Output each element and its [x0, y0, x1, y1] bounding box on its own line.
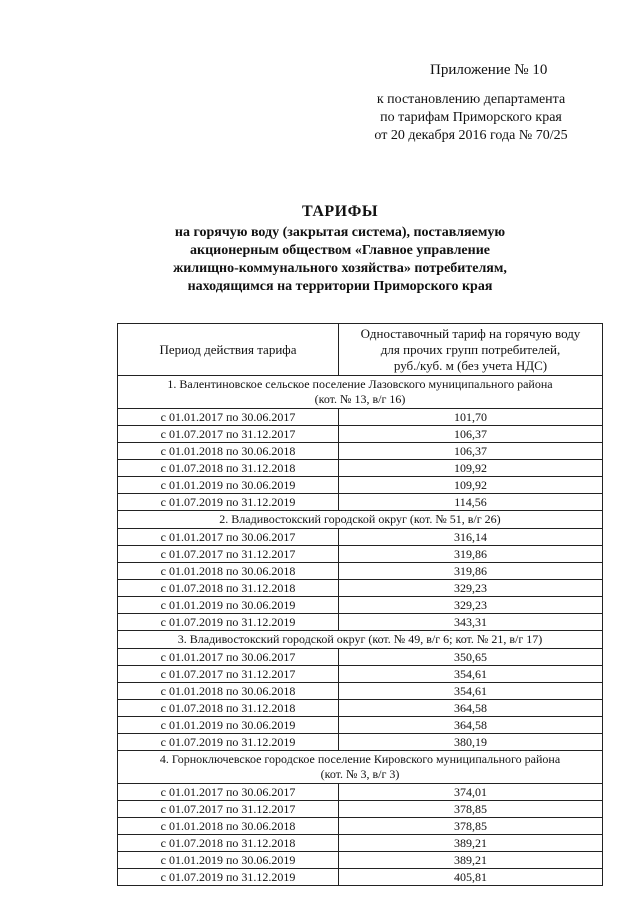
tariff-value-cell: 405,81	[339, 869, 603, 886]
appendix-number: Приложение № 10	[430, 62, 548, 78]
period-cell: с 01.07.2018 по 31.12.2018	[118, 700, 339, 717]
subtitle-line: находящимся на территории Приморского края	[187, 279, 493, 294]
subtitle-line: жилищно-коммунального хозяйства» потребителям,	[173, 261, 507, 276]
section-heading-line: 2. Владивостокский городской округ (кот. № 51, в/г 26)	[219, 512, 501, 526]
table-row	[118, 460, 603, 477]
period-cell: с 01.07.2017 по 31.12.2017	[118, 666, 339, 683]
table-row	[118, 734, 603, 751]
table-row	[118, 818, 603, 835]
section-heading	[118, 751, 603, 784]
period-cell: с 01.07.2019 по 31.12.2019	[118, 494, 339, 511]
table-row	[118, 784, 603, 801]
table-row	[118, 529, 603, 546]
tariff-value-cell: 319,86	[339, 563, 603, 580]
tariff-value-cell: 319,86	[339, 546, 603, 563]
table-row	[118, 597, 603, 614]
tariff-value-cell: 378,85	[339, 801, 603, 818]
period-cell: с 01.01.2017 по 30.06.2017	[118, 784, 339, 801]
section-heading	[118, 376, 603, 409]
table-row	[118, 649, 603, 666]
tariff-value-cell: 329,23	[339, 580, 603, 597]
tariff-value-cell: 380,19	[339, 734, 603, 751]
reference-line: к постановлению департамента	[376, 92, 566, 107]
period-cell: с 01.07.2017 по 31.12.2017	[118, 801, 339, 818]
period-cell: с 01.01.2019 по 30.06.2019	[118, 477, 339, 494]
table-row	[118, 409, 603, 426]
period-cell: с 01.07.2017 по 31.12.2017	[118, 426, 339, 443]
tariff-value-cell: 343,31	[339, 614, 603, 631]
period-cell: с 01.07.2018 по 31.12.2018	[118, 835, 339, 852]
period-cell: с 01.07.2017 по 31.12.2017	[118, 546, 339, 563]
tariff-table	[117, 323, 603, 886]
section-heading	[118, 631, 603, 649]
section-heading-line: (кот. № 13, в/г 16)	[314, 392, 406, 406]
table-row	[118, 835, 603, 852]
table-row	[118, 563, 603, 580]
period-cell: с 01.01.2019 по 30.06.2019	[118, 852, 339, 869]
column-header-line: Одноставочный тариф на горячую воду	[360, 325, 581, 341]
tariff-value-cell: 101,70	[339, 409, 603, 426]
column-header-line: для прочих групп потребителей,	[380, 341, 561, 357]
section-heading-line: 1. Валентиновское сельское поселение Лазовского муниципального района	[167, 377, 553, 391]
period-cell: с 01.01.2019 по 30.06.2019	[118, 597, 339, 614]
period-cell: с 01.01.2017 по 30.06.2017	[118, 529, 339, 546]
section-heading-line: 3. Владивостокский городской округ (кот. № 49, в/г 6; кот. № 21, в/г 17)	[177, 632, 543, 646]
table-row	[118, 801, 603, 818]
document-subtitle	[100, 224, 580, 296]
table-row	[118, 666, 603, 683]
period-cell: с 01.07.2019 по 31.12.2019	[118, 869, 339, 886]
section-heading-row	[118, 631, 603, 649]
tariff-value-cell: 389,21	[339, 835, 603, 852]
tariff-value-cell: 389,21	[339, 852, 603, 869]
period-cell: с 01.01.2018 по 30.06.2018	[118, 683, 339, 700]
period-cell: с 01.01.2018 по 30.06.2018	[118, 563, 339, 580]
table-row	[118, 494, 603, 511]
period-cell: с 01.07.2019 по 31.12.2019	[118, 614, 339, 631]
section-heading-row	[118, 751, 603, 784]
tariff-value-cell: 354,61	[339, 666, 603, 683]
period-cell: с 01.01.2019 по 30.06.2019	[118, 717, 339, 734]
document-title: ТАРИФЫ	[301, 203, 379, 220]
table-row	[118, 869, 603, 886]
column-header-period: Период действия тарифа	[118, 324, 339, 376]
period-cell: с 01.07.2019 по 31.12.2019	[118, 734, 339, 751]
tariff-value-cell: 109,92	[339, 460, 603, 477]
subtitle-line: акционерным обществом «Главное управление	[190, 243, 490, 258]
table-row	[118, 477, 603, 494]
reference-block	[340, 91, 602, 145]
period-cell: с 01.01.2018 по 30.06.2018	[118, 443, 339, 460]
tariff-value-cell: 350,65	[339, 649, 603, 666]
period-cell: с 01.07.2018 по 31.12.2018	[118, 460, 339, 477]
tariff-value-cell: 354,61	[339, 683, 603, 700]
section-heading-line: (кот. № 3, в/г 3)	[320, 767, 400, 781]
tariff-value-cell: 114,56	[339, 494, 603, 511]
tariff-value-cell: 364,58	[339, 717, 603, 734]
tariff-value-cell: 316,14	[339, 529, 603, 546]
table-row	[118, 614, 603, 631]
tariff-value-cell: 109,92	[339, 477, 603, 494]
table-row	[118, 443, 603, 460]
table-row	[118, 426, 603, 443]
tariff-value-cell: 106,37	[339, 426, 603, 443]
table-header-row	[118, 324, 603, 376]
period-cell: с 01.01.2017 по 30.06.2017	[118, 409, 339, 426]
period-cell: с 01.01.2018 по 30.06.2018	[118, 818, 339, 835]
period-cell: с 01.01.2017 по 30.06.2017	[118, 649, 339, 666]
tariff-value-cell: 378,85	[339, 818, 603, 835]
tariff-value-cell: 364,58	[339, 700, 603, 717]
reference-line: от 20 декабря 2016 года № 70/25	[374, 128, 568, 143]
table-row	[118, 700, 603, 717]
section-heading	[118, 511, 603, 529]
table-row	[118, 546, 603, 563]
tariff-value-cell: 374,01	[339, 784, 603, 801]
section-heading-row	[118, 511, 603, 529]
table-body	[118, 376, 603, 886]
table-row	[118, 683, 603, 700]
period-cell: с 01.07.2018 по 31.12.2018	[118, 580, 339, 597]
table-row	[118, 852, 603, 869]
table-row	[118, 717, 603, 734]
subtitle-line: на горячую воду (закрытая система), поставляемую	[174, 225, 506, 240]
table-row	[118, 580, 603, 597]
section-heading-line: 4. Горноключевское городское поселение Кировского муниципального района	[159, 752, 561, 766]
tariff-value-cell: 106,37	[339, 443, 603, 460]
section-heading-row	[118, 376, 603, 409]
column-header-tariff	[339, 324, 603, 376]
column-header-line: руб./куб. м (без учета НДС)	[393, 357, 548, 373]
tariff-value-cell: 329,23	[339, 597, 603, 614]
reference-line: по тарифам Приморского края	[380, 110, 562, 125]
